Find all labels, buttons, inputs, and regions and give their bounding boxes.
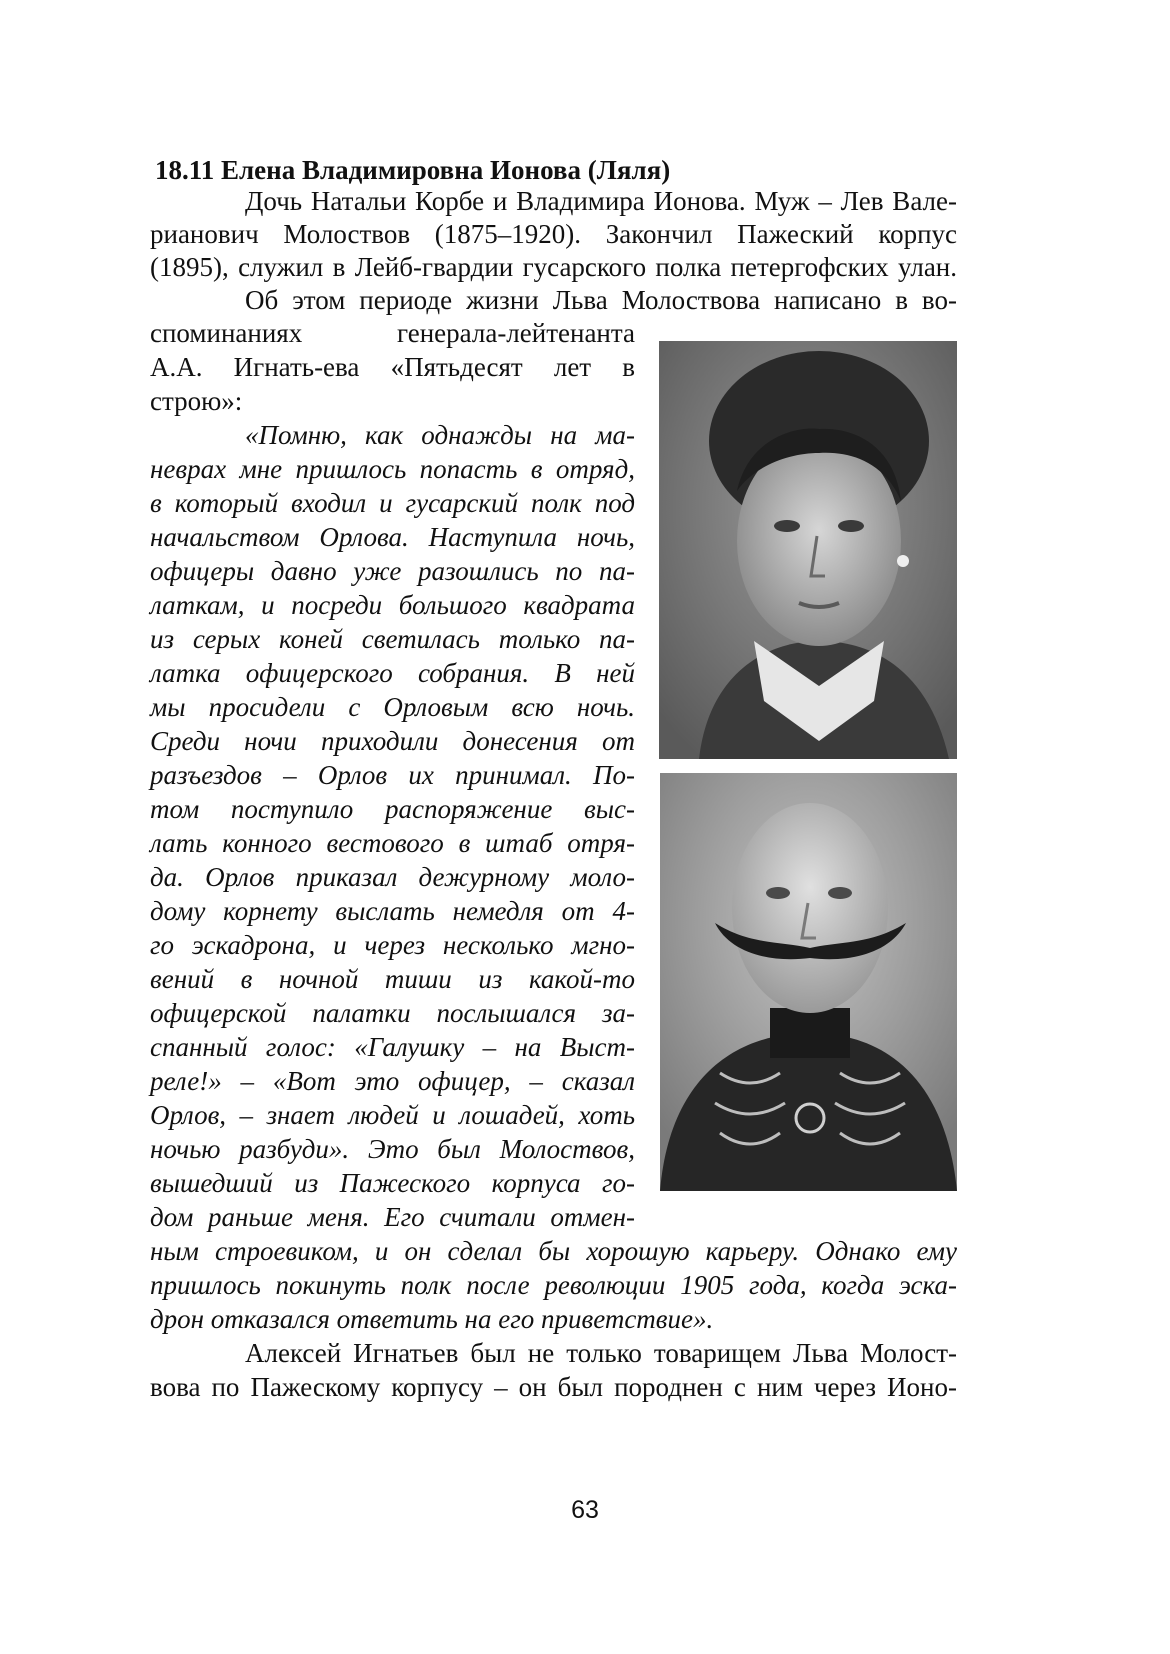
section-heading: 18.11 Елена Владимировна Ионова (Ляля) (155, 155, 671, 185)
quote-line: офицерской палатки послышался за- (150, 998, 635, 1028)
quote-line: из серых коней светилась только па- (150, 624, 635, 654)
quote-line: лать конного вестового в штаб отря- (150, 828, 635, 858)
page-number: 63 (571, 1496, 599, 1524)
quote-line: латка офицерского собрания. В ней (150, 658, 635, 688)
quote-line: дом раньше меня. Его считали отмен- (150, 1202, 635, 1232)
quote-line: дому корнету выслать немедля от 4- (150, 896, 635, 926)
quote-line: спанный голос: «Галушку – на Выст- (150, 1032, 635, 1062)
quote-line: ночью разбуди». Это был Молоствов, (150, 1134, 635, 1164)
quote-line: реле!» – «Вот это офицер, – сказал (150, 1066, 635, 1096)
text-line: А.А. Игнать-ева «Пятьдесят лет в (150, 352, 635, 382)
quote-line: вышедший из Пажеского корпуса го- (150, 1168, 635, 1198)
woman-portrait-photo (659, 341, 957, 759)
text-line: Алексей Игнатьев был не только товарищем Льва Молост- (245, 1338, 957, 1368)
text-line: (1895), служил в Лейб-гвардии гусарского полка петергофских улан. (150, 252, 957, 282)
text-line: рианович Молоствов (1875–1920). Закончил Пажеский корпус (150, 219, 957, 249)
quote-line: Среди ночи приходили донесения от (150, 726, 635, 756)
quote-line: го эскадрона, и через несколько мгно- (150, 930, 635, 960)
quote-line: «Помню, как однажды на ма- (245, 420, 635, 450)
quote-line: разъездов – Орлов их принимал. По- (150, 760, 635, 790)
quote-line: латкам, и посреди большого квадрата (150, 590, 635, 620)
officer-portrait-photo (660, 773, 957, 1191)
quote-line: в который входил и гусарский полк под (150, 488, 635, 518)
quote-line: офицеры давно уже разошлись по па- (150, 556, 635, 586)
quote-line: да. Орлов приказал дежурному моло- (150, 862, 635, 892)
quote-line: дрон отказался ответить на его приветствие». (150, 1304, 714, 1334)
quote-line: Орлов, – знает людей и лошадей, хоть (150, 1100, 635, 1130)
text-line: Об этом периоде жизни Льва Молоствова написано в во- (245, 285, 957, 315)
text-line: Дочь Натальи Корбе и Владимира Ионова. Муж – Лев Вале- (245, 186, 957, 216)
text-line: строю»: (150, 386, 243, 416)
quote-line: пришлось покинуть полк после революции 1905 года, когда эска- (150, 1270, 957, 1300)
quote-line: ным строевиком, и он сделал бы хорошую карьеру. Однако ему (150, 1236, 957, 1266)
quote-line: вений в ночной тиши из какой-то (150, 964, 635, 994)
quote-line: начальством Орлова. Наступила ночь, (150, 522, 635, 552)
quote-line: неврах мне пришлось попасть в отряд, (150, 454, 635, 484)
quote-line: мы просидели с Орловым всю ночь. (150, 692, 635, 722)
quote-line: том поступило распоряжение выс- (150, 794, 635, 824)
text-line: вова по Пажескому корпусу – он был породнен с ним через Ионо- (150, 1372, 957, 1402)
text-line: споминаниях генерала-лейтенанта (150, 318, 635, 348)
